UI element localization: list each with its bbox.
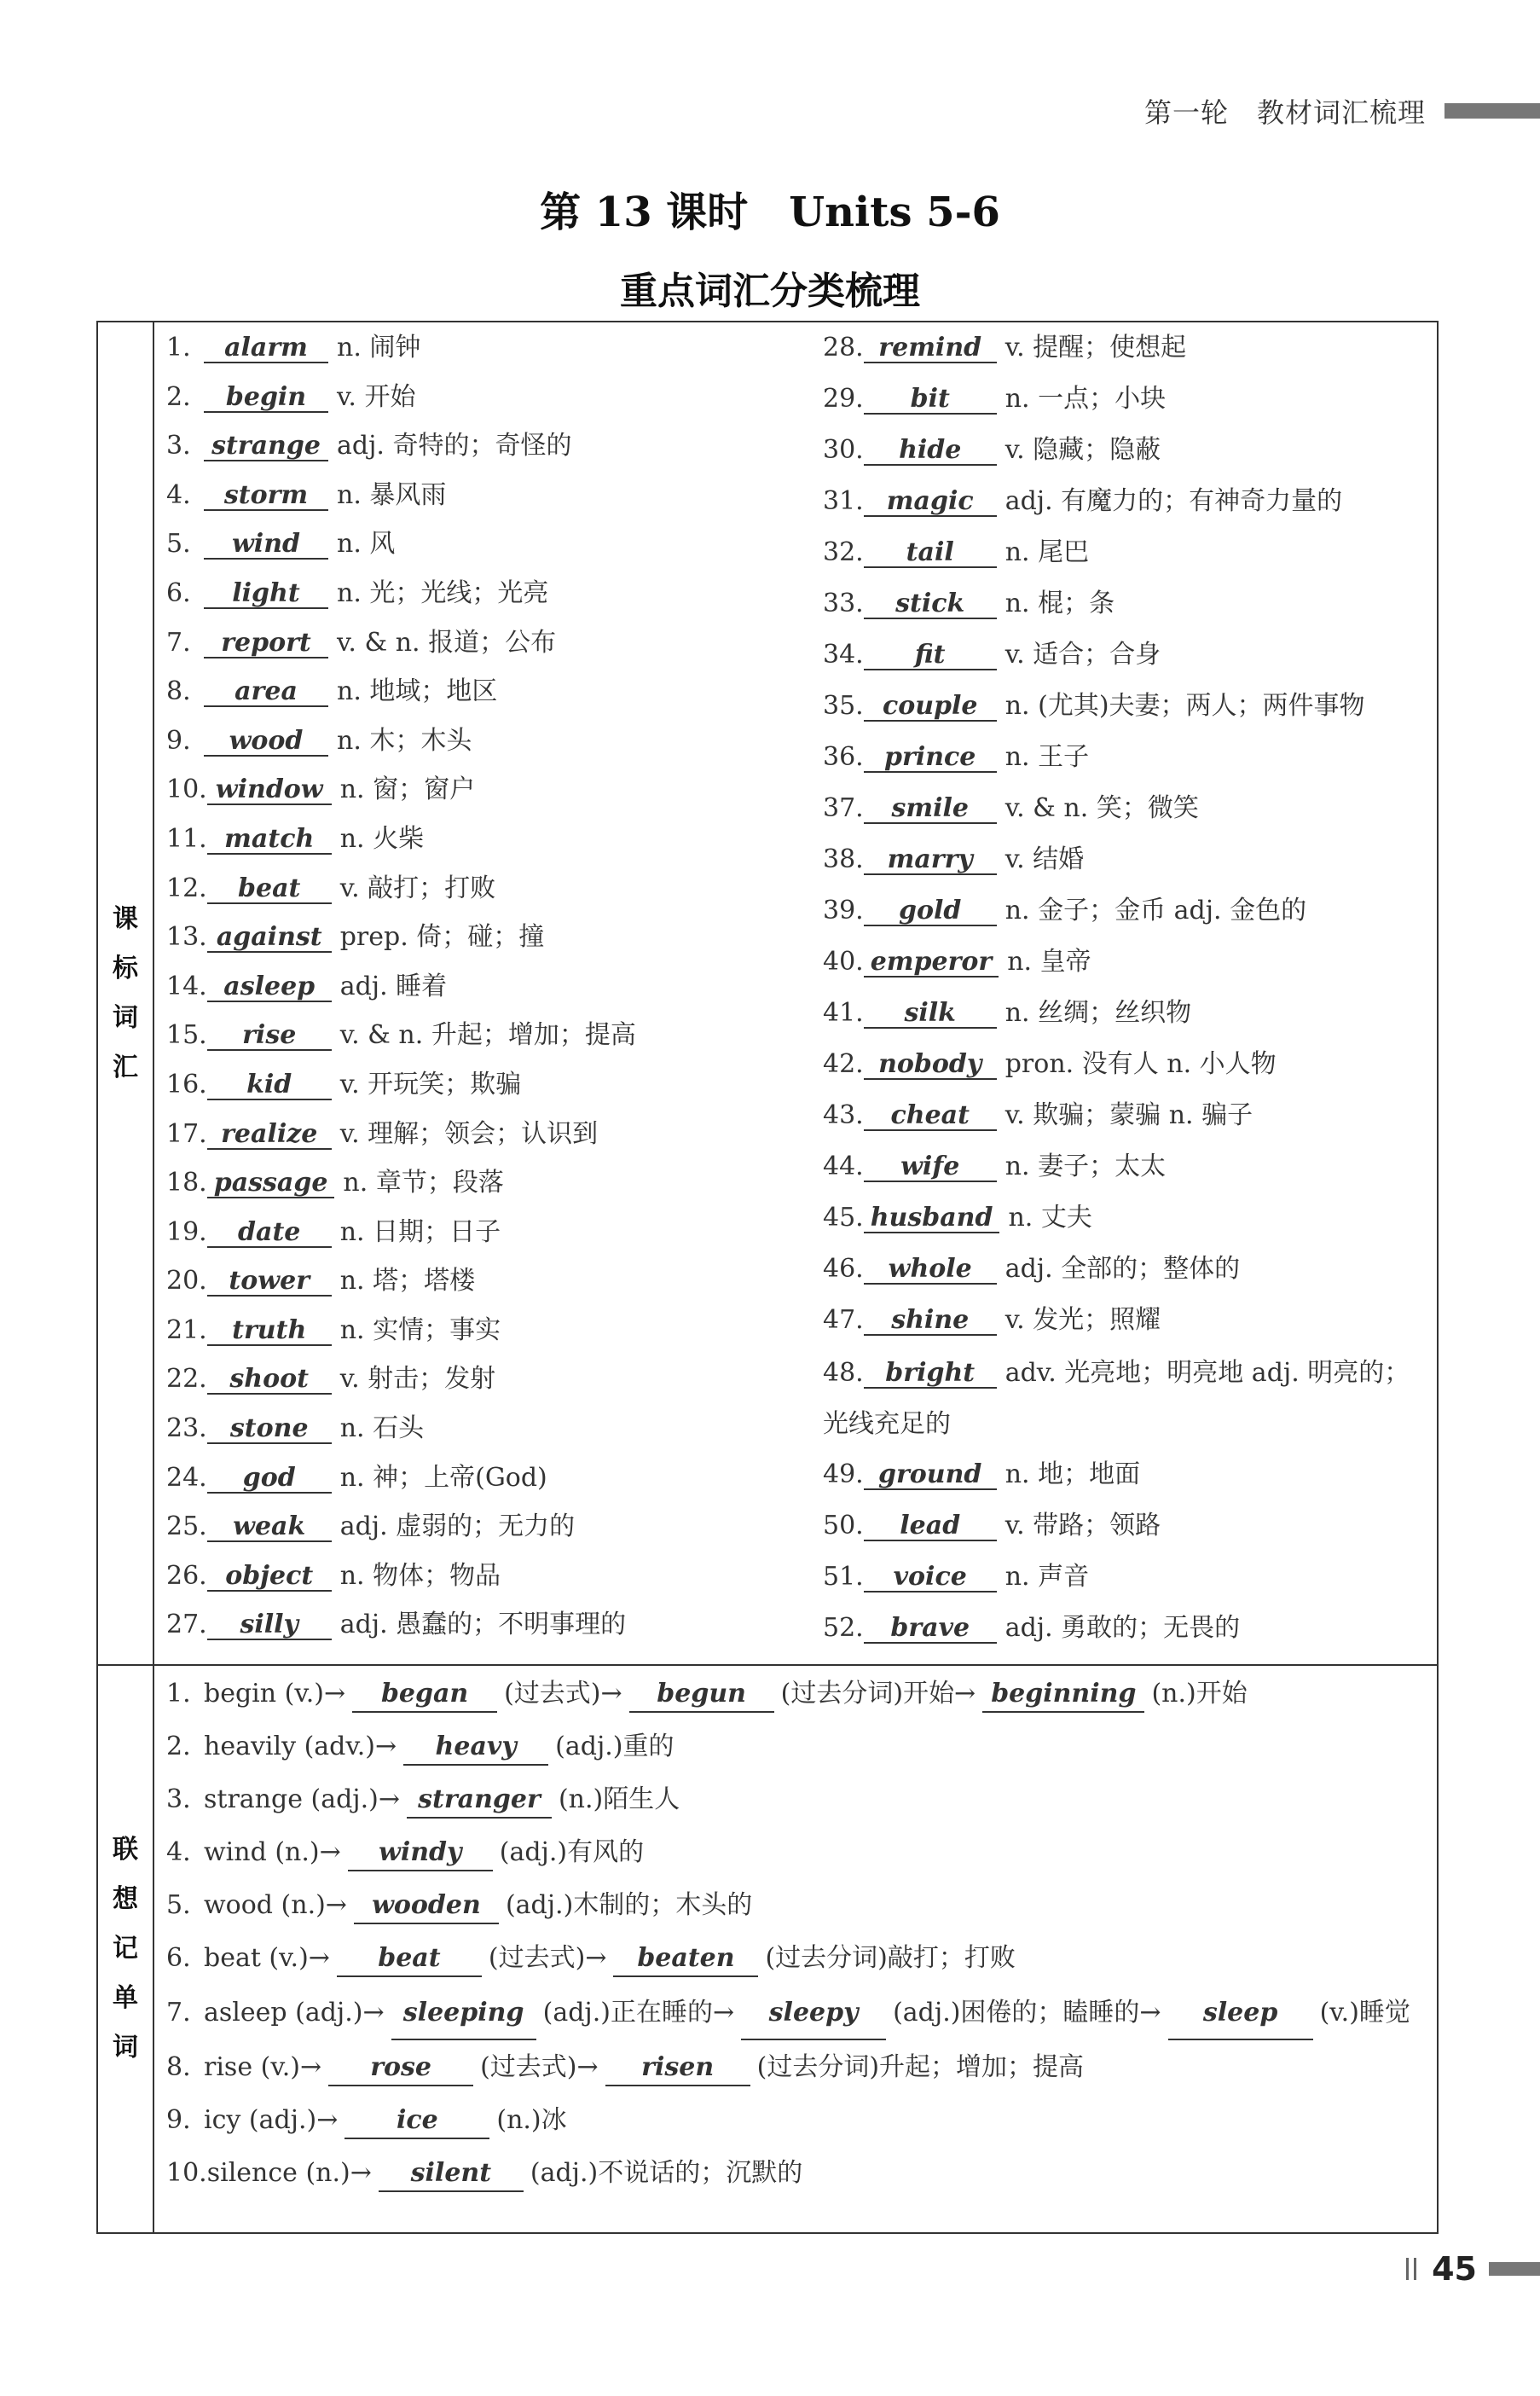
entry-definition: prep. 倚；碰；撞	[339, 922, 545, 953]
answer-blank: date	[207, 1219, 332, 1248]
answer-blank: marry	[864, 846, 997, 875]
side-label-char: 词	[113, 1002, 138, 1033]
header-text: 第一轮 教材词汇梳理	[1143, 96, 1426, 129]
answer-blank: brave	[864, 1615, 997, 1644]
vocab-entry	[823, 792, 1428, 826]
answer-blank: report	[204, 629, 328, 658]
entry-definition: n. 塔；塔楼	[339, 1266, 476, 1297]
vocab-entry	[823, 1509, 1428, 1543]
answer-blank: beat	[337, 1941, 482, 1977]
association-text: (adj.)困倦的；瞌睡的→	[893, 1998, 1161, 2028]
entry-definition: v. 射击；发射	[339, 1364, 496, 1395]
entry-definition: n. 妻子；太太	[1004, 1152, 1167, 1181]
vocab-entries	[166, 331, 1428, 1657]
association-text: asleep (adj.)→	[204, 1998, 385, 2028]
entry-definition: pron. 没有人 n. 小人物	[1004, 1049, 1277, 1079]
answer-blank: stick	[864, 590, 997, 619]
association-text: (adj.)不说话的；沉默的	[530, 2158, 803, 2188]
entry-number: 7.	[166, 1998, 191, 2028]
vocab-table	[96, 321, 1439, 2234]
entry-definition: n. 日期；日子	[339, 1216, 501, 1247]
association-row	[166, 1677, 1428, 1713]
association-text: (过去分词)开始→	[780, 1679, 976, 1709]
entry-number: 46.	[823, 1254, 864, 1284]
entry-definition: n. 地域；地区	[337, 676, 498, 707]
entry-definition: v. 提醒；使想起	[1004, 333, 1187, 363]
entry-definition: n. 光；光线；光亮	[337, 577, 549, 608]
entry-definition: adv. 光亮地；明亮地 adj. 明亮的；光线充足的	[823, 1358, 1410, 1439]
answer-blank: stranger	[407, 1783, 552, 1819]
answer-blank: beaten	[613, 1941, 758, 1977]
entry-number: 1.	[166, 333, 191, 363]
association-row	[166, 2156, 1428, 2192]
entry-number: 15.	[166, 1020, 207, 1051]
vocab-column-right	[823, 331, 1428, 1662]
answer-blank: sleep	[1168, 1987, 1313, 2040]
vocab-entry	[166, 1314, 827, 1348]
side-label-char: 标	[113, 953, 138, 983]
answer-blank: light	[204, 580, 328, 609]
association-text: (过去分词)敲打；打败	[765, 1943, 1016, 1973]
vocab-entry	[166, 1608, 827, 1642]
association-text: (n.)陌生人	[558, 1784, 680, 1814]
entry-number: 37.	[823, 793, 864, 823]
entry-number: 35.	[823, 691, 864, 721]
vocab-entry	[823, 433, 1428, 467]
vocab-entry	[823, 740, 1428, 774]
association-text: (过去分词)升起；增加；提高	[756, 2052, 1085, 2082]
entry-number: 20.	[166, 1266, 207, 1297]
entry-definition: n. 棍；条	[1004, 589, 1115, 618]
entry-number: 5.	[166, 1890, 191, 1920]
answer-blank: wife	[864, 1153, 997, 1182]
entry-definition: v. 开始	[337, 381, 416, 412]
vocab-entry	[166, 577, 827, 611]
answer-blank: hide	[864, 437, 997, 466]
entry-definition: n. 闹钟	[337, 333, 421, 363]
page-number-block	[1406, 2252, 1540, 2286]
entry-number: 45.	[823, 1203, 864, 1233]
entry-definition: adj. 愚蠢的；不明事理的	[339, 1610, 627, 1640]
answer-blank: rise	[207, 1022, 332, 1051]
vocab-entry	[823, 843, 1428, 877]
entry-definition: adj. 全部的；整体的	[1004, 1254, 1241, 1284]
entry-definition: n. 暴风雨	[337, 479, 447, 510]
entry-definition: n. 金子；金币 adj. 金色的	[1004, 896, 1307, 925]
association-row	[166, 2051, 1428, 2086]
association-row	[166, 1836, 1428, 1871]
entry-definition: adj. 虚弱的；无力的	[339, 1511, 576, 1542]
vocab-entry	[166, 1264, 827, 1298]
association-text: (adj.)正在睡的→	[542, 1998, 735, 2028]
entry-number: 9.	[166, 2105, 191, 2135]
page-mark	[1406, 2258, 1416, 2280]
entry-definition: v. 结婚	[1004, 844, 1085, 874]
vocab-entry	[823, 1201, 1428, 1235]
answer-blank: stone	[207, 1415, 332, 1444]
answer-blank: beat	[207, 875, 332, 904]
association-text: (adj.)有风的	[499, 1837, 645, 1867]
vocab-entry	[166, 1215, 827, 1250]
entry-definition: v. 适合；合身	[1004, 640, 1161, 670]
answer-blank: truth	[207, 1317, 332, 1346]
answer-blank: silly	[207, 1611, 332, 1640]
entry-definition: n. 一点；小块	[1004, 384, 1167, 414]
answer-blank: gold	[864, 897, 997, 926]
entry-number: 41.	[823, 998, 864, 1028]
answer-blank: against	[207, 924, 332, 953]
association-row	[166, 1730, 1428, 1766]
entry-number: 52.	[823, 1613, 864, 1643]
answer-blank: wood	[204, 728, 328, 757]
vocab-entry	[823, 1252, 1428, 1286]
vocab-entry	[166, 1018, 827, 1053]
vocab-entry	[823, 1099, 1428, 1133]
entry-number: 1.	[166, 1679, 191, 1709]
association-row	[166, 1888, 1428, 1924]
answer-blank: rose	[328, 2051, 473, 2086]
entry-number: 48.	[823, 1358, 864, 1388]
vocab-entry	[166, 1068, 827, 1102]
entry-definition: v. 欺骗；蒙骗 n. 骗子	[1004, 1100, 1253, 1130]
entry-definition: n. 章节；段落	[343, 1168, 504, 1198]
answer-blank: emperor	[864, 949, 999, 978]
vocab-entry	[823, 1348, 1428, 1450]
answer-blank: tower	[207, 1268, 332, 1297]
running-header	[1144, 90, 1540, 132]
entry-number: 39.	[823, 896, 864, 925]
entry-definition: adj. 勇敢的；无畏的	[1004, 1613, 1241, 1643]
entry-definition: n. 火柴	[339, 823, 425, 854]
vocab-entry	[166, 675, 827, 709]
entry-number: 33.	[823, 589, 864, 618]
entry-definition: v. 发光；照耀	[1004, 1305, 1161, 1335]
entry-definition: n. 地；地面	[1004, 1459, 1141, 1489]
side-label-char: 记	[113, 1934, 138, 1964]
vocab-entry	[823, 945, 1428, 979]
association-text: (过去式)→	[504, 1679, 622, 1709]
page-bar	[1489, 2262, 1540, 2276]
entry-number: 40.	[823, 947, 864, 977]
entry-number: 47.	[823, 1305, 864, 1335]
answer-blank: object	[207, 1563, 332, 1592]
answer-blank: whole	[864, 1256, 997, 1285]
side-label-char: 课	[113, 903, 138, 934]
entry-definition: n. 物体；物品	[339, 1560, 501, 1591]
entry-number: 32.	[823, 537, 864, 567]
vocab-entry	[166, 822, 827, 856]
vocab-entry	[166, 331, 827, 365]
vocab-entry	[823, 1047, 1428, 1082]
vocab-entry	[166, 1166, 827, 1200]
entry-number: 4.	[166, 479, 191, 510]
answer-blank: realize	[207, 1121, 332, 1150]
entry-number: 4.	[166, 1837, 191, 1867]
answer-blank: storm	[204, 482, 328, 511]
entry-definition: v. 敲打；打败	[339, 873, 496, 903]
answer-blank: silent	[379, 2156, 524, 2192]
association-text: begin (v.)→	[204, 1679, 346, 1709]
vocab-entry	[823, 894, 1428, 928]
entry-number: 49.	[823, 1459, 864, 1489]
entry-definition: adj. 有魔力的；有神奇力量的	[1004, 486, 1343, 516]
vocab-entry	[166, 1559, 827, 1593]
vocab-entry	[823, 484, 1428, 519]
entry-number: 6.	[166, 577, 191, 608]
association-text: heavily (adv.)→	[204, 1732, 397, 1761]
lesson-title: 第 13 课时 Units 5-6	[540, 189, 1000, 236]
entry-definition: n. 神；上帝(God)	[339, 1462, 547, 1493]
vocab-entry	[166, 970, 827, 1004]
vocab-entry	[823, 587, 1428, 621]
vocab-entry	[166, 380, 827, 415]
answer-blank: begun	[629, 1677, 774, 1713]
association-text: wind (n.)→	[204, 1837, 341, 1867]
vocab-entry	[166, 773, 827, 807]
association-text: (v.)睡觉	[1319, 1998, 1410, 2028]
vocab-entry	[166, 429, 827, 463]
entry-number: 5.	[166, 529, 191, 560]
vocab-entry	[166, 920, 827, 954]
answer-blank: sleepy	[741, 1987, 886, 2040]
side-label-char: 汇	[113, 1052, 138, 1082]
answer-blank: wooden	[354, 1888, 499, 1924]
vocab-entry	[823, 1458, 1428, 1492]
entry-number: 10.	[166, 2158, 207, 2188]
entry-number: 51.	[823, 1562, 864, 1592]
answer-blank: risen	[605, 2051, 750, 2086]
vocab-entry	[166, 479, 827, 513]
answer-blank: magic	[864, 488, 997, 517]
answer-blank: lead	[864, 1512, 997, 1541]
entry-definition: n. 声音	[1004, 1562, 1090, 1592]
vocab-entry	[166, 872, 827, 906]
vocab-entry	[823, 996, 1428, 1030]
entry-number: 24.	[166, 1462, 207, 1493]
entry-definition: n. 丈夫	[1008, 1203, 1092, 1233]
vocab-entry	[823, 1150, 1428, 1184]
vocab-entry	[166, 1117, 827, 1152]
answer-blank: asleep	[207, 973, 332, 1002]
vocab-column-left	[166, 331, 827, 1657]
entry-number: 16.	[166, 1069, 207, 1099]
entry-number: 7.	[166, 627, 191, 658]
association-text: (n.)冰	[496, 2105, 567, 2135]
answer-blank: voice	[864, 1563, 997, 1592]
answer-blank: couple	[864, 693, 997, 722]
association-text: silence (n.)→	[206, 2158, 372, 2188]
entry-definition: n. 王子	[1004, 742, 1090, 772]
association-text: (过去式)→	[480, 2052, 599, 2082]
entry-number: 34.	[823, 640, 864, 670]
entry-number: 2.	[166, 381, 191, 412]
entry-definition: n. (尤其)夫妻；两人；两件事物	[1004, 691, 1365, 721]
answer-blank: fit	[864, 641, 997, 670]
entry-number: 28.	[823, 333, 864, 363]
answer-blank: begin	[204, 384, 328, 413]
entry-definition: n. 尾巴	[1004, 537, 1090, 567]
side-label-assoc	[98, 1666, 153, 2232]
answer-blank: windy	[348, 1836, 493, 1871]
side-label-char: 联	[113, 1835, 138, 1865]
page-number: 45	[1432, 2250, 1477, 2288]
side-label-char: 想	[113, 1884, 138, 1914]
entry-number: 42.	[823, 1049, 864, 1079]
answer-blank: nobody	[864, 1051, 997, 1080]
side-label-char: 词	[113, 2033, 138, 2062]
answer-blank: weak	[207, 1513, 332, 1542]
entry-definition: n. 木；木头	[337, 725, 472, 756]
association-row	[166, 1987, 1428, 2040]
entry-definition: n. 窗；窗户	[339, 774, 476, 805]
vocab-entry	[166, 1510, 827, 1544]
answer-blank: wind	[204, 531, 328, 560]
side-label-char: 单	[113, 1983, 138, 2013]
entry-number: 8.	[166, 2052, 191, 2082]
entry-number: 29.	[823, 384, 864, 414]
header-bar	[1444, 103, 1540, 119]
table-column-divider	[153, 322, 154, 2232]
vocab-entry	[166, 1362, 827, 1396]
entry-definition: v. 带路；领路	[1004, 1511, 1161, 1540]
vocab-entry	[823, 1611, 1428, 1645]
association-row	[166, 1783, 1428, 1819]
vocab-entry	[166, 527, 827, 561]
entry-number: 26.	[166, 1560, 207, 1591]
entry-number: 6.	[166, 1943, 191, 1973]
entry-definition: adj. 睡着	[339, 971, 448, 1001]
vocab-entry	[823, 536, 1428, 570]
answer-blank: cheat	[864, 1102, 997, 1131]
side-label-vocab	[98, 322, 153, 1664]
entry-number: 25.	[166, 1511, 207, 1542]
vocab-entry	[823, 638, 1428, 672]
association-text: icy (adj.)→	[204, 2105, 339, 2135]
entry-number: 30.	[823, 435, 864, 465]
entry-number: 38.	[823, 844, 864, 874]
vocab-entry	[166, 724, 827, 758]
association-text: (过去式)→	[488, 1943, 607, 1973]
entry-number: 14.	[166, 971, 207, 1001]
entry-number: 44.	[823, 1152, 864, 1181]
association-text: wood (n.)→	[204, 1890, 347, 1920]
entry-definition: n. 皇帝	[1007, 947, 1091, 977]
entry-number: 12.	[166, 873, 207, 903]
answer-blank: area	[204, 678, 328, 707]
answer-blank: alarm	[204, 334, 328, 363]
association-text: beat (v.)→	[204, 1943, 330, 1973]
entry-number: 8.	[166, 676, 191, 707]
association-text: (adj.)木制的；木头的	[505, 1890, 753, 1920]
entry-number: 9.	[166, 725, 191, 756]
entry-definition: v. & n. 笑；微笑	[1004, 793, 1199, 823]
section-title: 重点词汇分类梳理	[620, 270, 920, 313]
answer-blank: heavy	[403, 1730, 548, 1766]
answer-blank: shoot	[207, 1366, 332, 1395]
entry-number: 36.	[823, 742, 864, 772]
association-text: (adj.)重的	[555, 1732, 674, 1761]
answer-blank: prince	[864, 744, 997, 773]
entry-number: 18.	[166, 1168, 207, 1198]
answer-blank: ground	[864, 1461, 997, 1490]
entry-number: 3.	[166, 431, 191, 461]
entry-number: 2.	[166, 1732, 191, 1761]
association-list	[166, 1677, 1428, 2209]
vocab-entry	[166, 626, 827, 660]
answer-blank: bit	[864, 386, 997, 415]
answer-blank: god	[207, 1465, 332, 1494]
entry-number: 23.	[166, 1413, 207, 1444]
association-text: (n.)开始	[1151, 1679, 1248, 1709]
vocab-entry	[823, 689, 1428, 723]
entry-number: 19.	[166, 1216, 207, 1247]
entry-definition: v. & n. 升起；增加；提高	[339, 1020, 636, 1051]
entry-definition: n. 实情；事实	[339, 1314, 501, 1345]
vocab-entry	[823, 331, 1428, 365]
answer-blank: bright	[864, 1360, 997, 1389]
entry-definition: n. 石头	[339, 1413, 425, 1444]
answer-blank: ice	[344, 2103, 489, 2139]
answer-blank: kid	[207, 1071, 332, 1100]
table-row-divider	[98, 1664, 1437, 1666]
entry-number: 43.	[823, 1100, 864, 1130]
entry-definition: v. 开玩笑；欺骗	[339, 1069, 522, 1099]
vocab-entry	[166, 1461, 827, 1495]
answer-blank: silk	[864, 1000, 997, 1029]
vocab-entry	[823, 382, 1428, 416]
answer-blank: tail	[864, 539, 997, 568]
answer-blank: passage	[207, 1169, 335, 1198]
answer-blank: shine	[864, 1307, 997, 1336]
answer-blank: remind	[864, 334, 997, 363]
association-text: rise (v.)→	[204, 2052, 322, 2082]
entry-number: 11.	[166, 823, 207, 854]
entry-number: 17.	[166, 1118, 207, 1149]
entry-definition: n. 风	[337, 529, 396, 560]
entry-number: 22.	[166, 1364, 207, 1395]
entry-number: 21.	[166, 1314, 207, 1345]
answer-blank: smile	[864, 795, 997, 824]
entry-definition: n. 丝绸；丝织物	[1004, 998, 1192, 1028]
entry-number: 50.	[823, 1511, 864, 1540]
entry-number: 13.	[166, 922, 207, 953]
entry-number: 31.	[823, 486, 864, 516]
entry-definition: v. 理解；领会；认识到	[339, 1118, 599, 1149]
answer-blank: sleeping	[391, 1987, 536, 2040]
association-row	[166, 2103, 1428, 2139]
association-text: strange (adj.)→	[204, 1784, 400, 1814]
answer-blank: beginning	[982, 1677, 1144, 1713]
entry-definition: v. & n. 报道；公布	[337, 627, 557, 658]
answer-blank: husband	[864, 1204, 1000, 1233]
entry-number: 10.	[166, 774, 207, 805]
entry-number: 3.	[166, 1784, 191, 1814]
answer-blank: window	[207, 776, 332, 805]
vocab-entry	[166, 1412, 827, 1446]
answer-blank: strange	[204, 432, 328, 461]
entry-number: 27.	[166, 1610, 207, 1640]
entry-definition: adj. 奇特的；奇怪的	[337, 431, 572, 461]
answer-blank: began	[352, 1677, 497, 1713]
vocab-entry	[823, 1560, 1428, 1594]
vocab-entry	[823, 1303, 1428, 1337]
association-row	[166, 1941, 1428, 1977]
answer-blank: match	[207, 826, 332, 855]
entry-definition: v. 隐藏；隐蔽	[1004, 435, 1161, 465]
